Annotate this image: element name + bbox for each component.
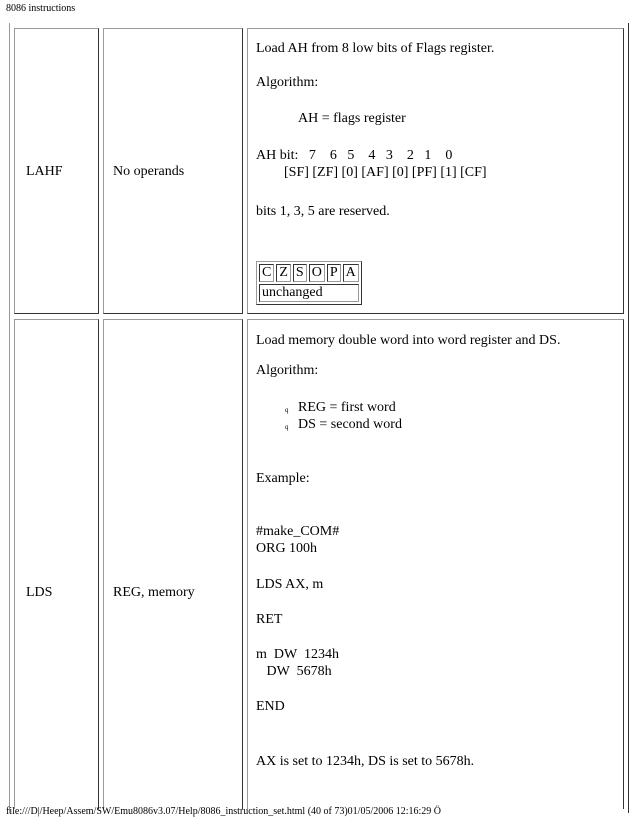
flag-o: O (309, 264, 325, 282)
operands-text: No operands (113, 164, 185, 179)
code-line: END (256, 699, 285, 714)
mnemonic-text: LAHF (26, 164, 63, 179)
flags-header-row (259, 264, 359, 282)
reserved-note: bits 1, 3, 5 are reserved. (256, 204, 390, 219)
flag-s: S (293, 264, 307, 282)
result-note: AX is set to 1234h, DS is set to 5678h. (256, 754, 475, 769)
algorithm-label: Algorithm: (256, 75, 319, 90)
mnemonic-cell (14, 28, 99, 314)
description-text: Load memory double word into word register and DS. (256, 333, 561, 348)
description-text: Load AH from 8 low bits of Flags register. (256, 41, 495, 56)
flags-line: [SF] [ZF] [0] [AF] [0] [PF] [1] [CF] (284, 165, 487, 180)
flag-c: C (259, 264, 274, 282)
flags-result: unchanged (259, 284, 359, 302)
algorithm-label: Algorithm: (256, 363, 319, 378)
operands-cell (103, 319, 243, 809)
page-footer-url: file:///D|/Heep/Assem/SW/Emu8086v3.07/Help/8086_instruction_set.html (40 of 73)01/05/2006 12:16:29 Ö (6, 806, 442, 817)
code-line: LDS AX, m (256, 577, 324, 592)
flags-table (256, 261, 362, 305)
code-line: DW 5678h (256, 664, 332, 679)
operands-text: REG, memory (113, 585, 195, 600)
flags-result-row (259, 284, 359, 302)
code-line: m DW 1234h (256, 647, 339, 662)
description-cell (247, 319, 624, 809)
mnemonic-cell (14, 319, 99, 809)
bits-line: AH bit: 7 6 5 4 3 2 1 0 (256, 148, 453, 163)
algorithm-line: AH = flags register (298, 111, 406, 126)
flag-p: P (327, 264, 341, 282)
algorithm-item: DS = second word (298, 417, 402, 432)
bullet-icon: q (285, 423, 289, 431)
page-header-title: 8086 instructions (6, 3, 76, 14)
flag-a: A (343, 264, 359, 282)
operands-cell (103, 28, 243, 314)
bullet-icon: q (285, 406, 289, 414)
example-label: Example: (256, 471, 310, 486)
mnemonic-text: LDS (26, 585, 53, 600)
table-row-lahf (14, 28, 624, 314)
code-line: ORG 100h (256, 541, 318, 556)
table-row-lds (14, 319, 624, 809)
code-line: #make_COM# (256, 524, 340, 539)
description-cell (247, 28, 624, 314)
flag-z: Z (276, 264, 291, 282)
algorithm-item: REG = first word (298, 400, 396, 415)
code-line: RET (256, 612, 283, 627)
